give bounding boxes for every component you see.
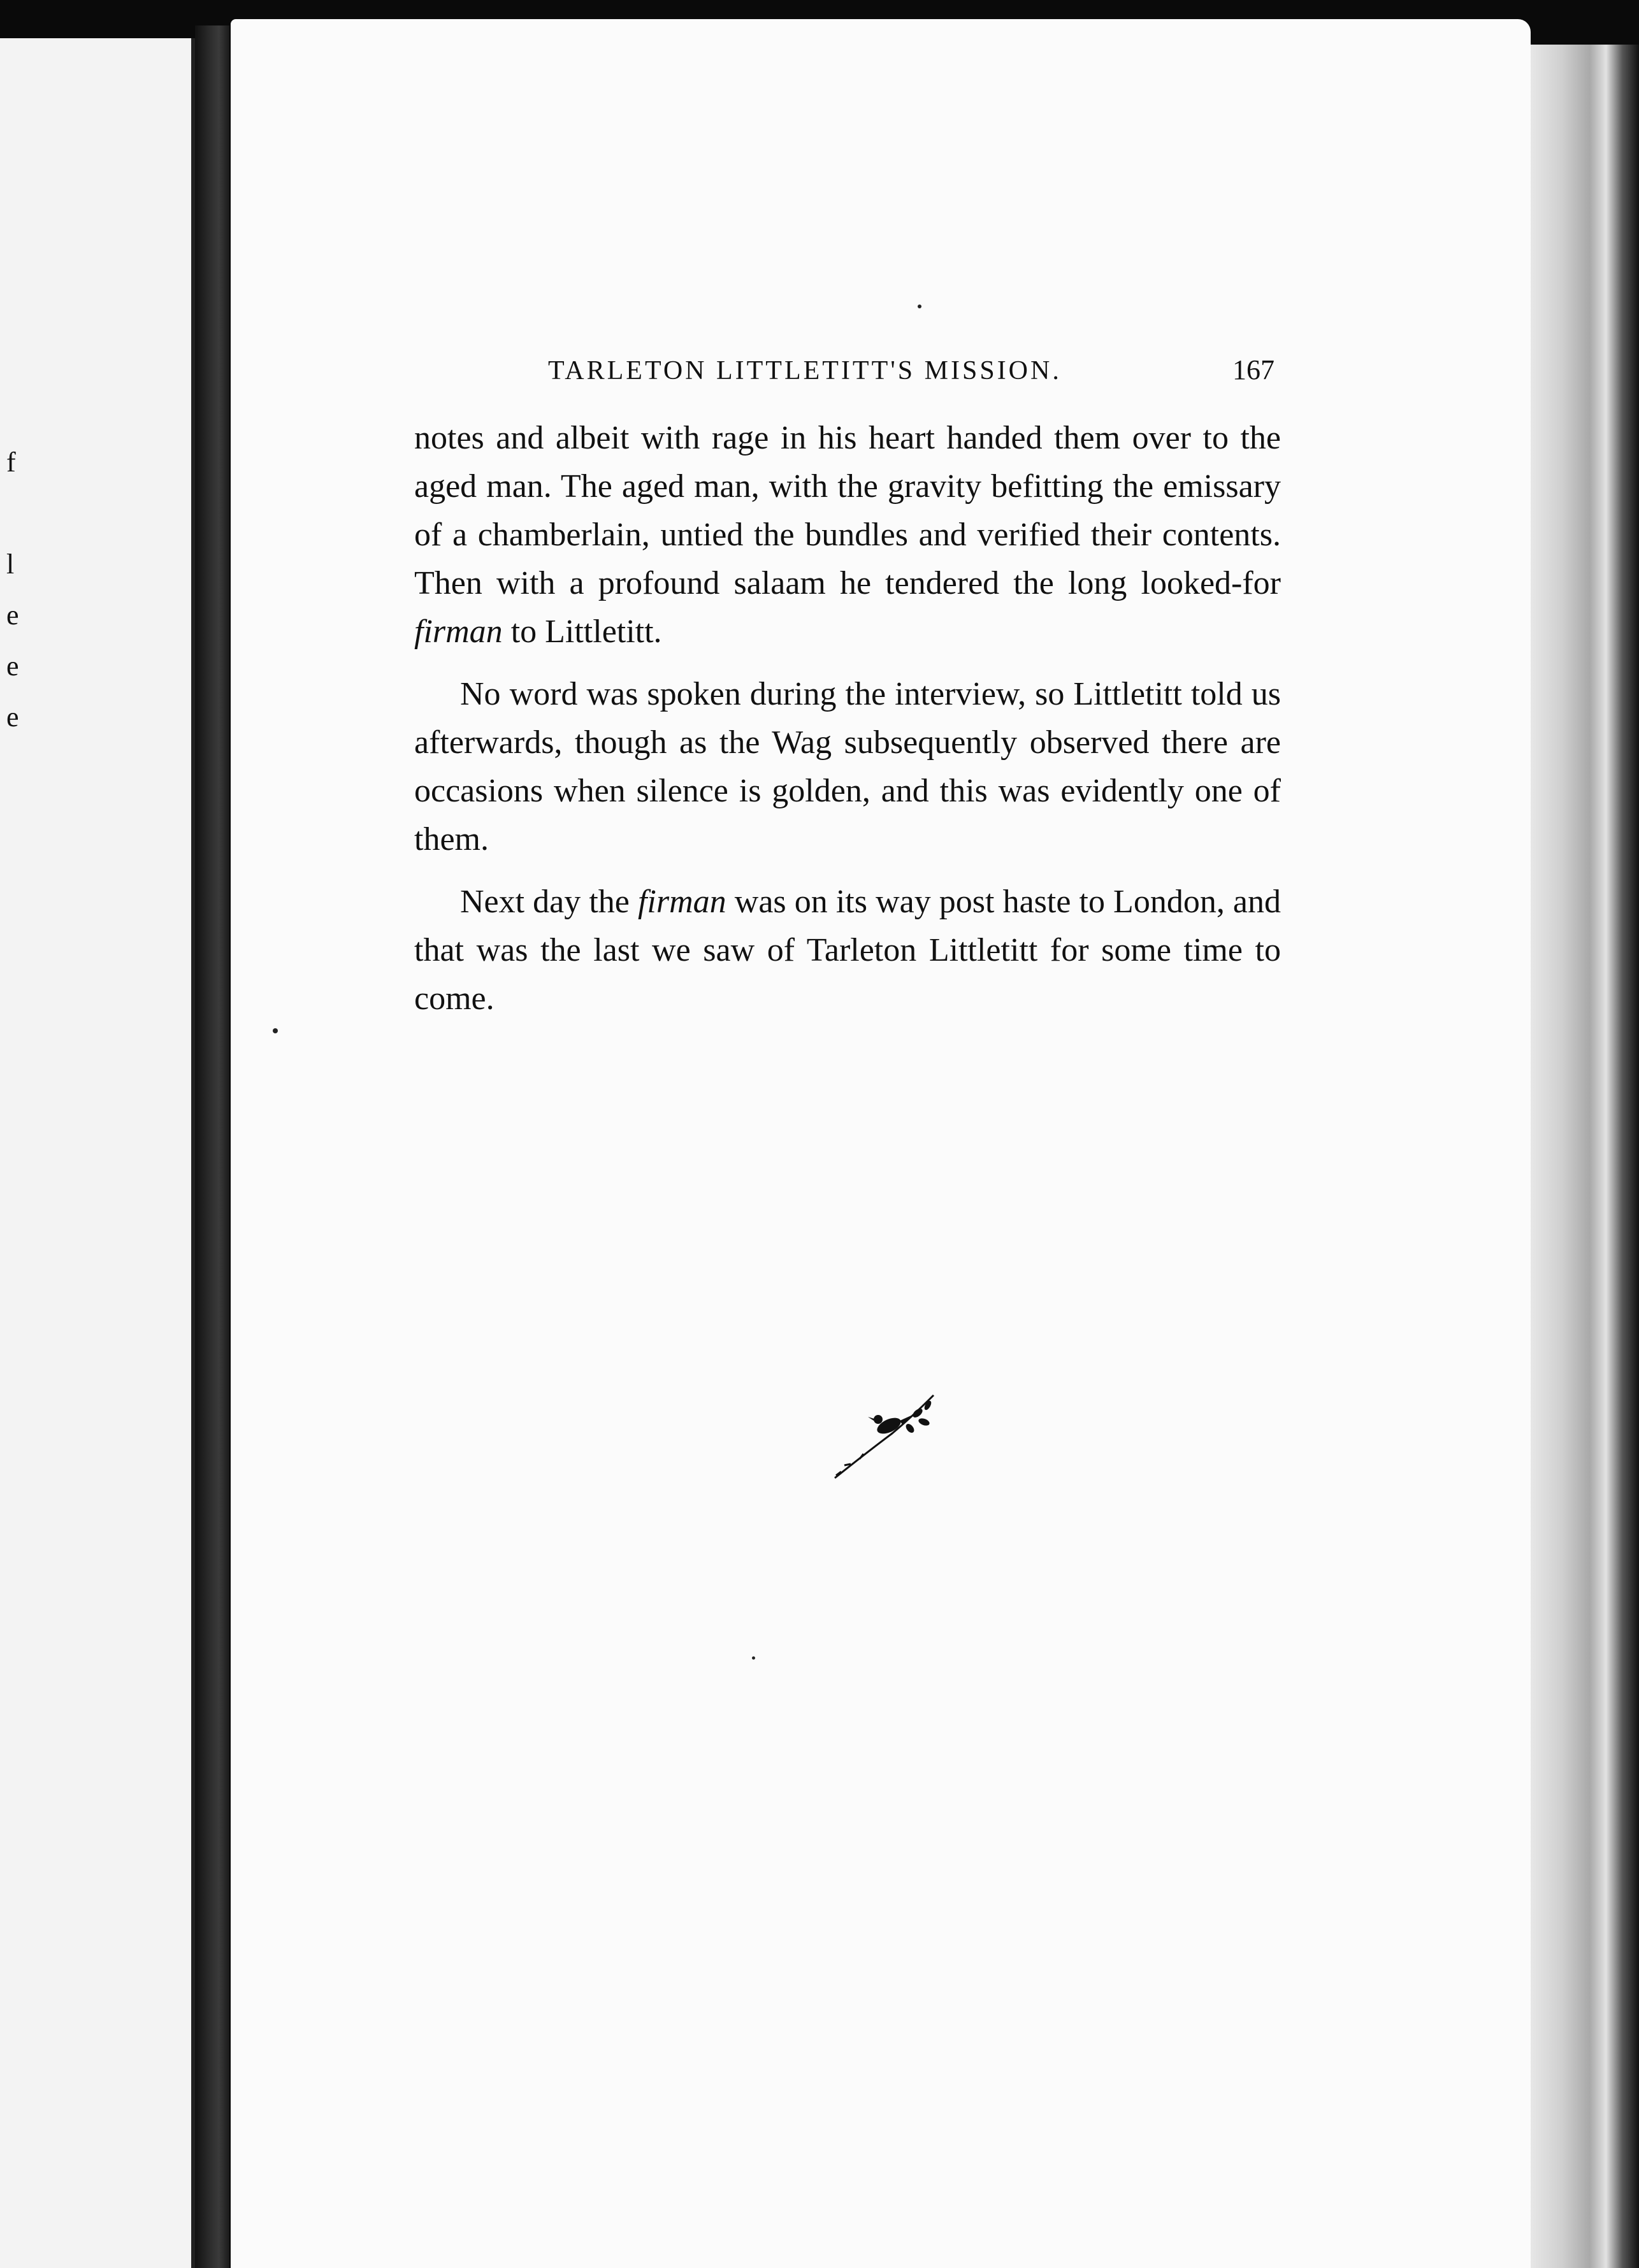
- page-number: 167: [1232, 354, 1274, 385]
- body-text: [414, 414, 1281, 1037]
- text-run: to Littletitt.: [502, 614, 662, 650]
- bird-on-branch-icon: [828, 1382, 943, 1484]
- left-page-edge-char: f: [6, 447, 16, 478]
- left-page-edge-char: e: [6, 701, 19, 733]
- text-run: Next day the: [460, 884, 638, 920]
- running-head: [548, 354, 1274, 386]
- text-run: was on its way post haste to London, and that was the last we saw of Tarleton Littletitt for some time to come.: [414, 884, 1282, 1017]
- left-facing-page: [0, 38, 195, 2268]
- paper-speck: [918, 305, 921, 308]
- italic-term: firman: [637, 884, 726, 920]
- text-run: notes and albeit with rage in his heart handed them over to the aged man. The aged man, with the gravity befitting the emissary of a chamberlain, untied the bundles and verified their contents. Then with a profound salaam he tendered the long looked-for: [414, 420, 1281, 601]
- page-edges: [1529, 45, 1639, 2268]
- paper-speck: [752, 1656, 755, 1660]
- left-page-edge-char: e: [6, 650, 19, 682]
- running-title: TARLETON LITTLETITT'S MISSION.: [548, 356, 1062, 385]
- paragraph: [414, 414, 1281, 656]
- left-page-edge-char: l: [6, 549, 15, 580]
- left-page-edge-char: e: [6, 599, 19, 631]
- text-run: No word was spoken during the interview, so Littletitt told us afterwards, though as the Wag subsequently observed there are occasions when silence is golden, and this was evidently one of them.: [414, 676, 1281, 858]
- italic-term: firman: [414, 614, 503, 650]
- paper-speck: [273, 1028, 278, 1033]
- paragraph: [414, 670, 1281, 864]
- paragraph: [414, 878, 1281, 1023]
- book-gutter: [195, 25, 229, 2268]
